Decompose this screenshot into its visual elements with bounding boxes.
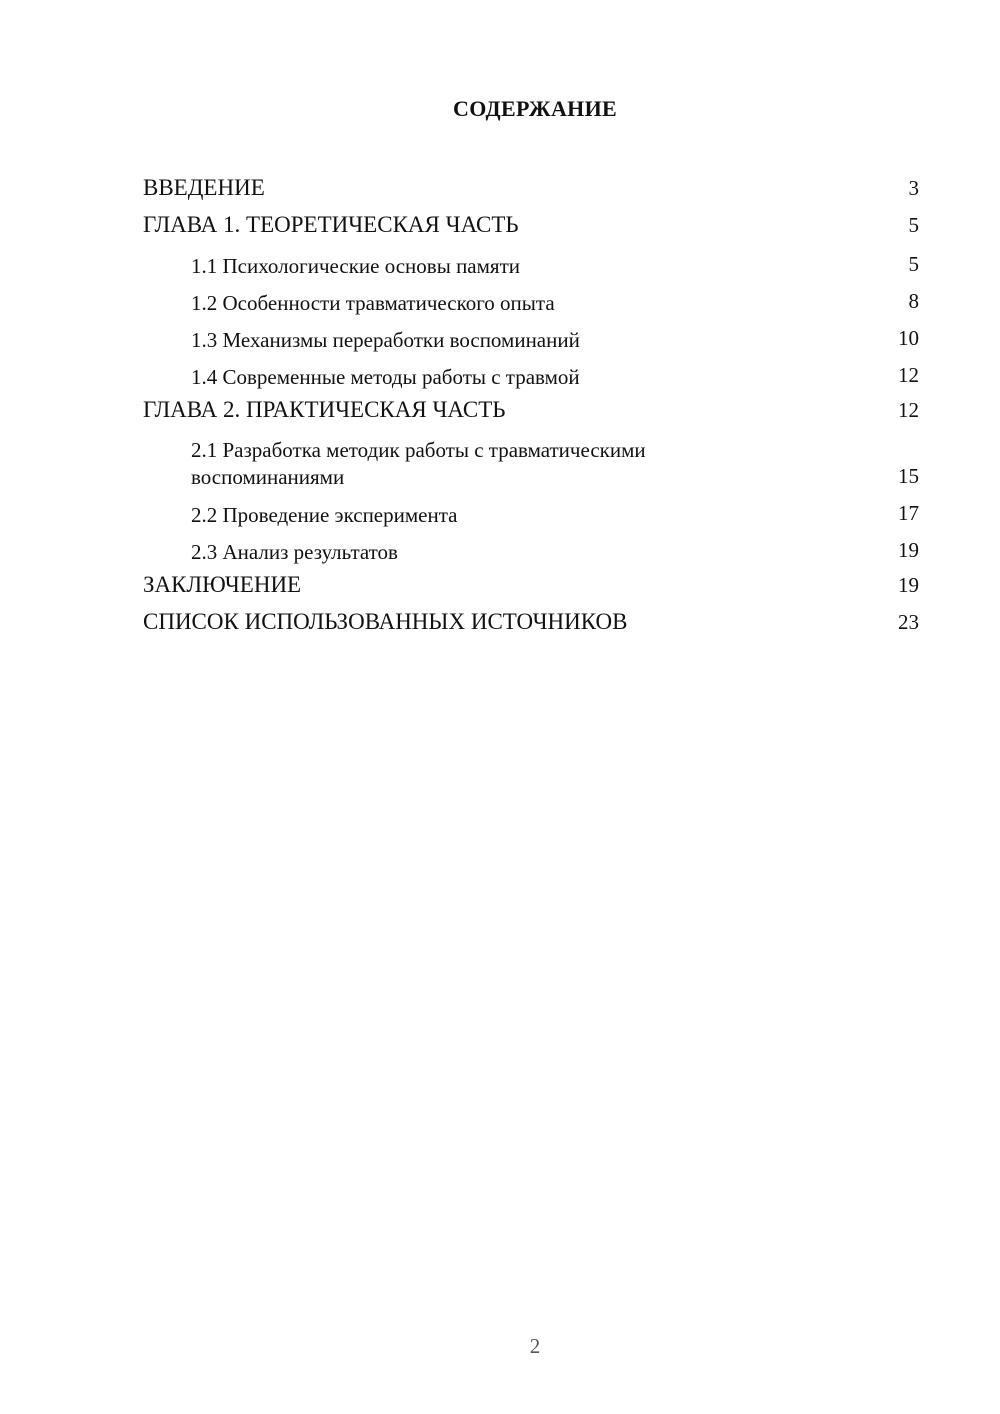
toc-entry-section-1-3 bbox=[143, 316, 919, 353]
toc-entry-page: 19 bbox=[898, 573, 919, 597]
toc-entry-section-1-1 bbox=[143, 242, 919, 279]
toc-entry-label: 1.4 Современные методы работы с травмой bbox=[191, 365, 580, 389]
toc-entry-page: 19 bbox=[898, 538, 919, 562]
toc-entry-label: СПИСОК ИСПОЛЬЗОВАННЫХ ИСТОЧНИКОВ bbox=[143, 609, 628, 634]
toc-entry-page: 5 bbox=[908, 213, 919, 237]
toc-entry-label: 2.3 Анализ результатов bbox=[191, 540, 398, 564]
toc-entry-chapter-2 bbox=[143, 390, 919, 427]
toc-entry-page: 23 bbox=[898, 610, 919, 634]
toc-entry-introduction bbox=[143, 168, 919, 205]
toc-entry-label: 1.2 Особенности травматического опыта bbox=[191, 291, 555, 315]
toc-entry-label: ВВЕДЕНИЕ bbox=[143, 175, 265, 200]
toc-entry-page: 3 bbox=[908, 176, 919, 200]
toc-entry-references bbox=[143, 602, 919, 639]
toc-entry-section-2-3 bbox=[143, 528, 919, 565]
toc-entry-section-2-2 bbox=[143, 491, 919, 528]
toc-list bbox=[143, 168, 919, 639]
toc-entry-page: 15 bbox=[898, 464, 919, 488]
toc-entry-label: ЗАКЛЮЧЕНИЕ bbox=[143, 572, 302, 597]
toc-entry-section-1-4 bbox=[143, 353, 919, 390]
toc-entry-label: 1.1 Психологические основы памяти bbox=[191, 254, 520, 278]
toc-entry-page: 12 bbox=[898, 363, 919, 387]
toc-entry-label: ГЛАВА 2. ПРАКТИЧЕСКАЯ ЧАСТЬ bbox=[143, 397, 506, 422]
toc-entry-page: 12 bbox=[898, 398, 919, 422]
toc-entry-conclusion bbox=[143, 565, 919, 602]
toc-entry-page: 5 bbox=[908, 252, 919, 276]
toc-title: СОДЕРЖАНИЕ bbox=[453, 96, 617, 121]
toc-entry-label: 2.2 Проведение эксперимента bbox=[191, 503, 458, 527]
page-number: 2 bbox=[529, 1334, 541, 1358]
toc-entry-label: 2.1 Разработка методик работы с травматическими воспоминаниями bbox=[191, 438, 646, 489]
toc-entry-label: ГЛАВА 1. ТЕОРЕТИЧЕСКАЯ ЧАСТЬ bbox=[143, 212, 519, 237]
toc-entry-page: 10 bbox=[898, 326, 919, 350]
toc-entry-chapter-1 bbox=[143, 205, 919, 242]
toc-entry-section-1-2 bbox=[143, 279, 919, 316]
toc-entry-page: 8 bbox=[908, 289, 919, 313]
toc-entry-page: 17 bbox=[898, 501, 919, 525]
toc-entry-label: 1.3 Механизмы переработки воспоминаний bbox=[191, 328, 580, 352]
toc-entry-section-2-1 bbox=[143, 427, 919, 491]
